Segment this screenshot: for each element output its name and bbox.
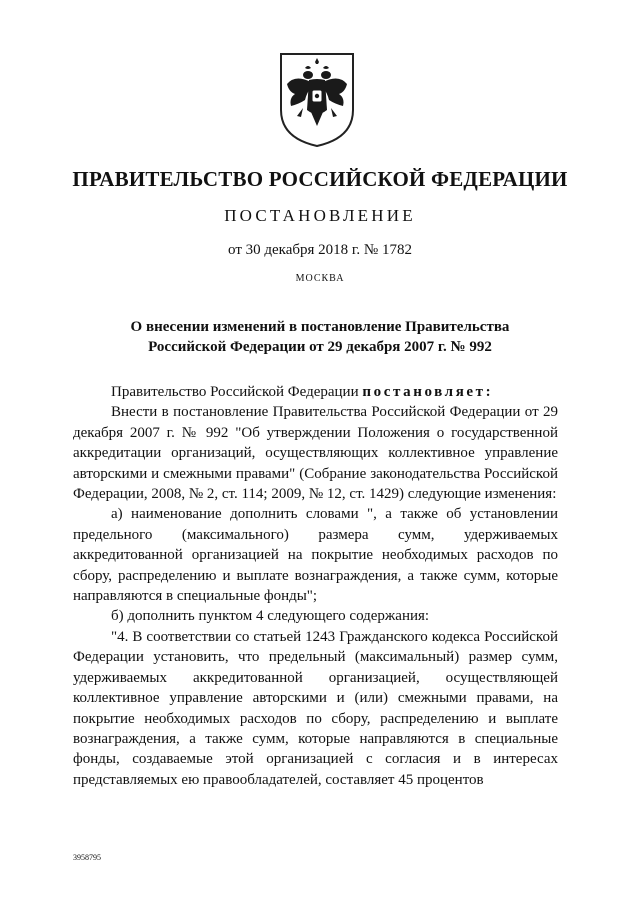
- document-date-number: от 30 декабря 2018 г. № 1782: [228, 242, 412, 258]
- paragraph-point-4: "4. В соответствии со статьей 1243 Гражданского кодекса Российской Федерации установить, что предельный (максимальный) размер сумм, удерживаемых аккредитованной организацией, осуществляющей коллективное управление авторскими и (или) смежными правами, на покрытие необходимых расходов по сбору, распределению и выплате вознаграждения, а также сумм, которые направляются в специальные фонды, создаваемые этой организацией с согласия и в интересах представляемых ею правообладателей, составляет 45 процентов: [73, 628, 558, 788]
- document-code: 3958795: [73, 853, 101, 862]
- paragraph-b: б) дополнить пунктом 4 следующего содержания:: [111, 608, 430, 625]
- document-city: МОСКВА: [295, 273, 345, 284]
- subject-line-1: О внесении изменений в постановление Правительства: [130, 319, 510, 335]
- document-subject: [60, 317, 580, 357]
- intro-prefix: Правительство Российской Федерации: [111, 384, 363, 400]
- government-title: ПРАВИТЕЛЬСТВО РОССИЙСКОЙ ФЕДЕРАЦИИ: [72, 167, 568, 191]
- intro-paragraph: [73, 382, 558, 402]
- subject-line-2: Российской Федерации от 29 декабря 2007 г. № 992: [148, 339, 492, 355]
- document-body: [73, 382, 558, 790]
- paragraph-a: а) наименование дополнить словами ", а также об установлении предельного (максимального) размера сумм, удерживаемых аккредитованной организацией на покрытие необходимых расходов по сбору, распределению и выплате вознаграждения, а также сумм, которые направляются в специальные фонды";: [73, 506, 558, 605]
- russian-coat-of-arms-icon: [271, 48, 363, 150]
- decree-word: постановляет:: [362, 384, 494, 400]
- paragraph-amendments: Внести в постановление Правительства Российской Федерации от 29 декабря 2007 г. № 992 "Об утверждении Положения о государственной аккредитации организаций, осуществляющих коллективное управление авторскими и смежными правами" (Собрание законодательства Российской Федерации, 2008, № 2, ст. 114; 2009, № 12, ст. 1429) следующие изменения:: [73, 404, 558, 503]
- document-kind: ПОСТАНОВЛЕНИЕ: [224, 206, 416, 225]
